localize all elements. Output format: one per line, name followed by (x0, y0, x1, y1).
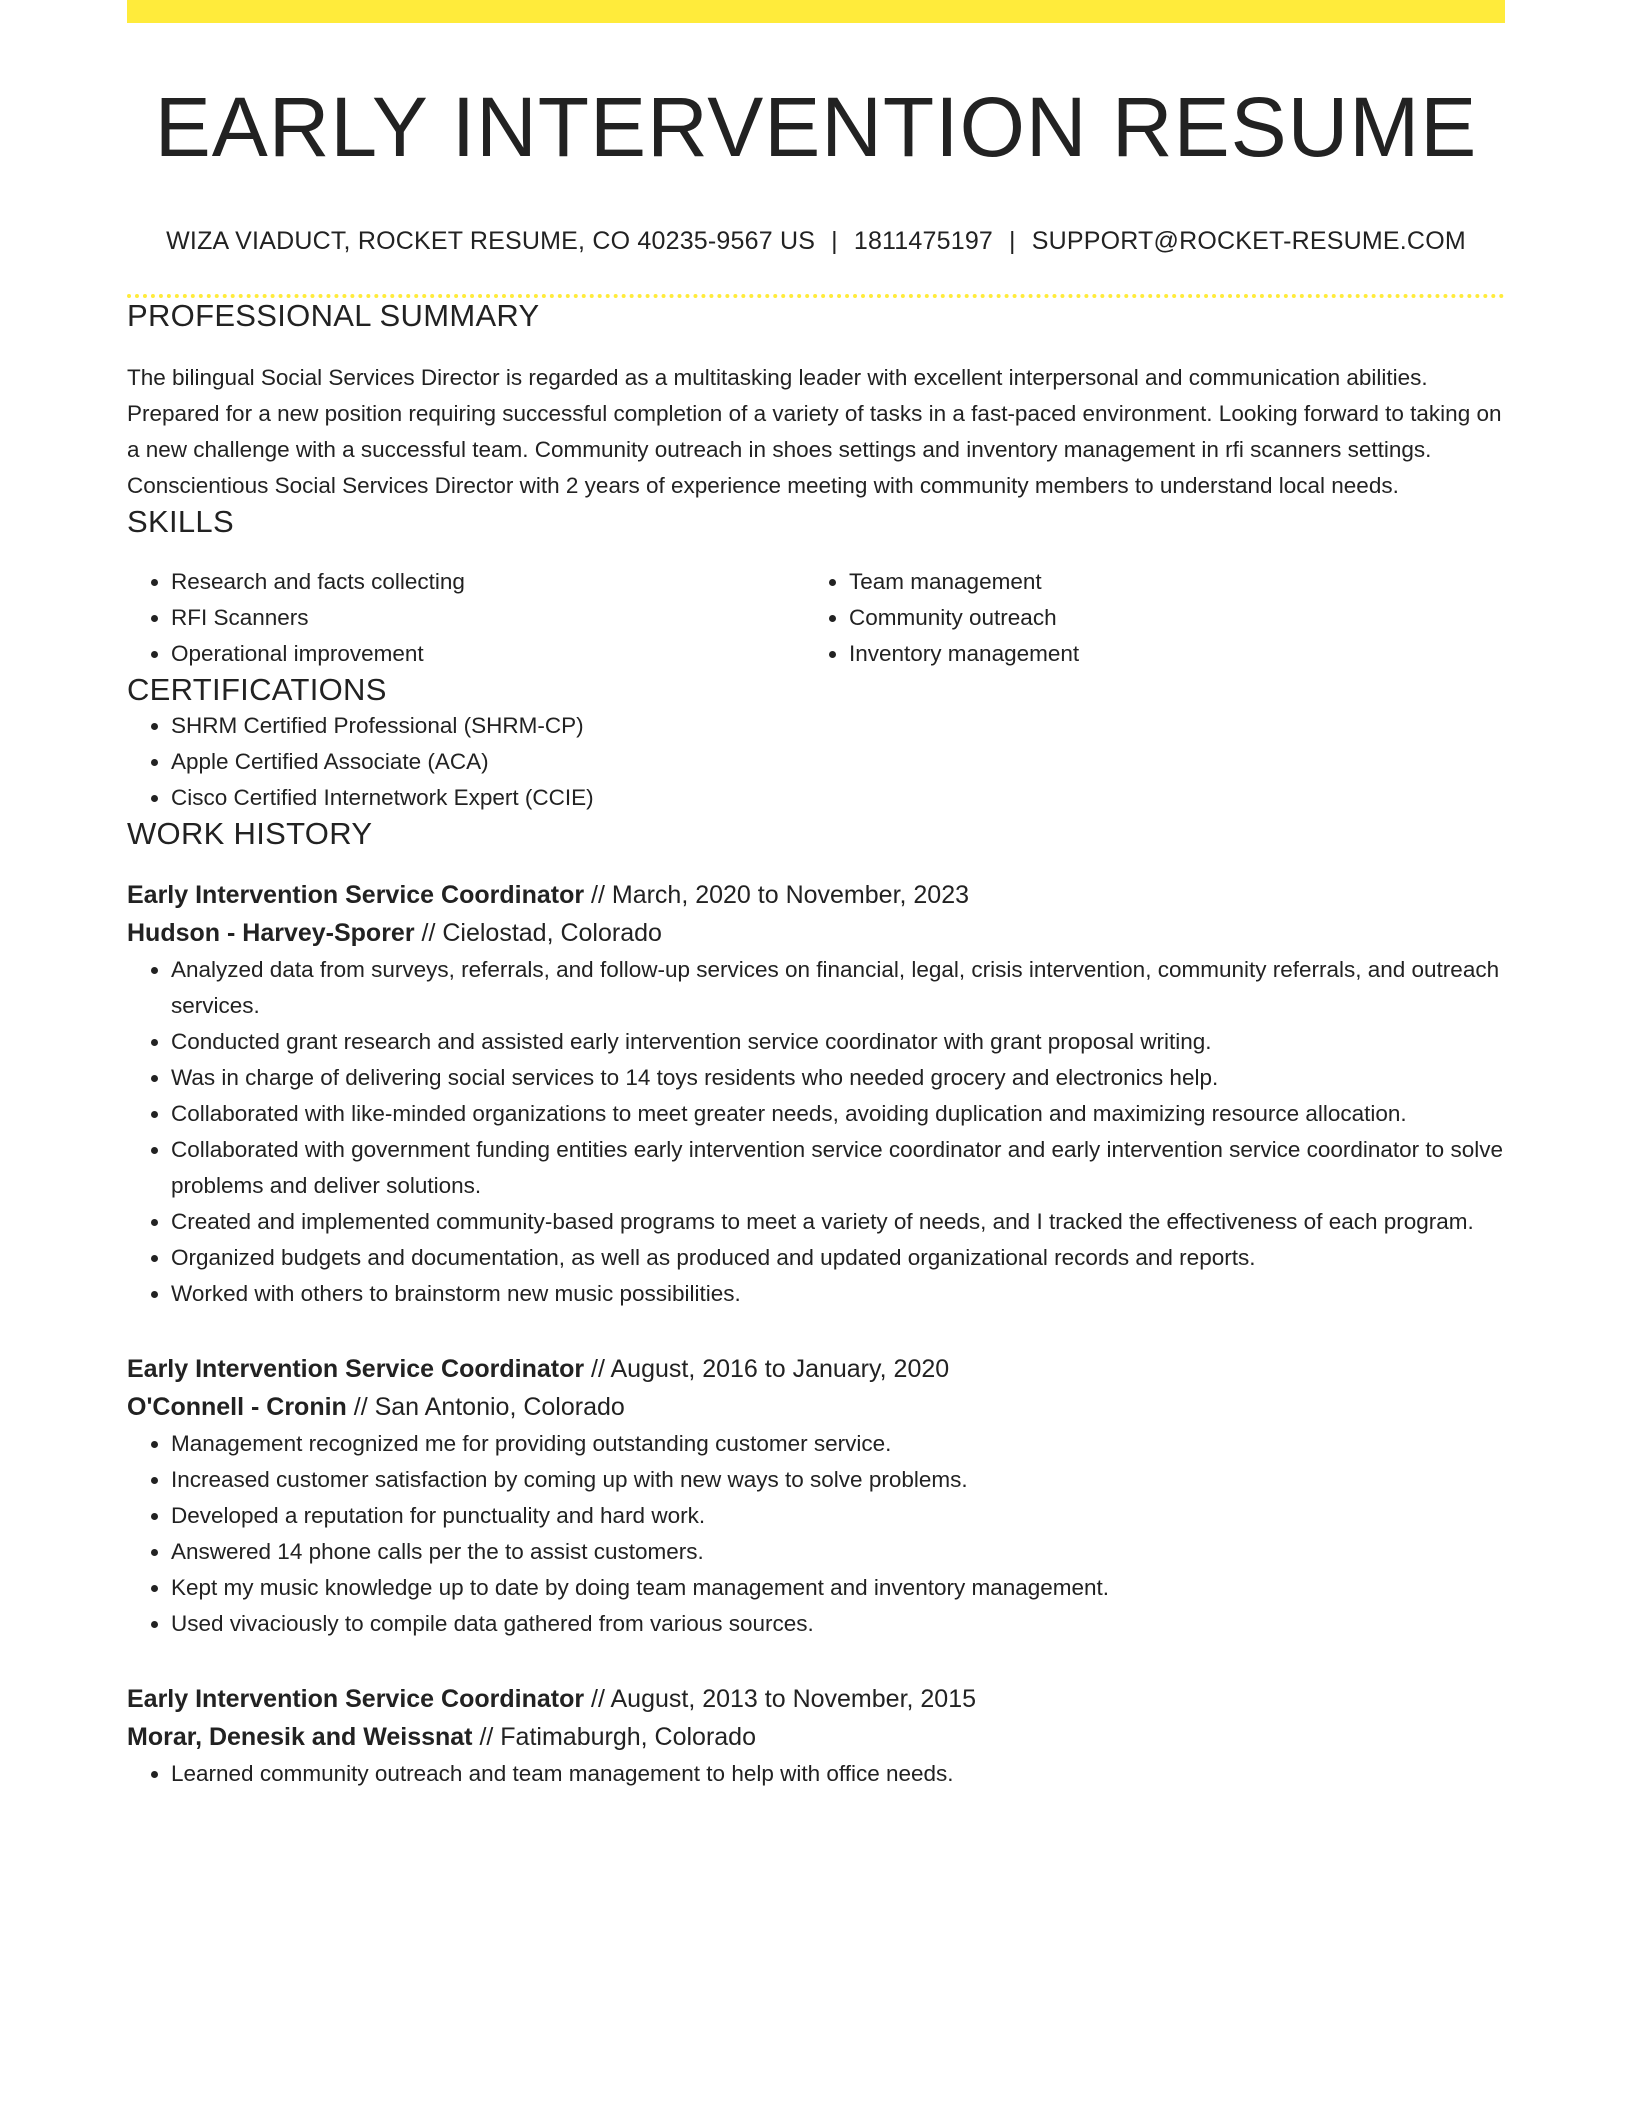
job-title: Early Intervention Service Coordinator (127, 1355, 585, 1384)
job-bullet: • Management recognized me for providing outstanding customer service. (171, 1426, 1505, 1462)
job-bullet: • Developed a reputation for punctuality and hard work. (171, 1498, 1505, 1534)
job-title-line (127, 1350, 1505, 1388)
job-location: // Cielostad, Colorado (421, 919, 662, 948)
job-bullet: • Collaborated with like-minded organizations to meet greater needs, avoiding duplication and maximizing resource allocation. (171, 1096, 1505, 1132)
skills-grid (127, 564, 1505, 672)
job-bullet: • Was in charge of delivering social services to 14 toys residents who needed grocery and electronics help. (171, 1060, 1505, 1096)
job-entry (127, 1680, 1505, 1792)
resume-page (127, 0, 1505, 1792)
skill-item: • RFI Scanners (171, 600, 805, 636)
job-company: O'Connell - Cronin (127, 1393, 347, 1422)
job-company: Morar, Denesik and Weissnat (127, 1723, 473, 1752)
job-entry (127, 876, 1505, 1312)
skills-column-left (127, 564, 805, 672)
job-bullet: • Answered 14 phone calls per the to assist customers. (171, 1534, 1505, 1570)
job-bullet: • Collaborated with government funding entities early intervention service coordinator and early intervention service coordinator to solve problems and deliver solutions. (171, 1132, 1505, 1204)
job-bullet: • Conducted grant research and assisted early intervention service coordinator with grant proposal writing. (171, 1024, 1505, 1060)
skill-item: • Inventory management (849, 636, 1483, 672)
separator: | (831, 227, 838, 256)
job-bullets (127, 952, 1505, 1312)
job-bullet: • Kept my music knowledge up to date by doing team management and inventory management. (171, 1570, 1505, 1606)
skill-item: • Operational improvement (171, 636, 805, 672)
job-location: // San Antonio, Colorado (353, 1393, 625, 1422)
job-title-line (127, 876, 1505, 914)
job-bullet: • Created and implemented community-based programs to meet a variety of needs, and I tracked the effectiveness of each program. (171, 1204, 1505, 1240)
job-bullets (127, 1756, 1505, 1792)
job-location: // Fatimaburgh, Colorado (479, 1723, 756, 1752)
skills-list-right (805, 564, 1483, 672)
summary-heading: PROFESSIONAL SUMMARY (127, 298, 540, 334)
email: SUPPORT@ROCKET-RESUME.COM (1031, 227, 1466, 256)
job-bullet: • Learned community outreach and team management to help with office needs. (171, 1756, 1505, 1792)
skill-item: • Research and facts collecting (171, 564, 805, 600)
skills-column-right (805, 564, 1483, 672)
job-bullet: • Increased customer satisfaction by coming up with new ways to solve problems. (171, 1462, 1505, 1498)
job-company: Hudson - Harvey-Sporer (127, 919, 415, 948)
certification-item: • Cisco Certified Internetwork Expert (CCIE) (171, 780, 1505, 816)
job-bullets (127, 1426, 1505, 1642)
skills-heading: SKILLS (127, 504, 234, 540)
certifications-list (127, 708, 1505, 816)
work-history-heading: WORK HISTORY (127, 816, 373, 852)
job-bullet: • Analyzed data from surveys, referrals, and follow-up services on financial, legal, crisis intervention, community referrals, and outreach services. (171, 952, 1505, 1024)
job-title: Early Intervention Service Coordinator (127, 1685, 585, 1714)
job-company-line (127, 1388, 1505, 1426)
contact-line (127, 227, 1505, 256)
certification-item: • SHRM Certified Professional (SHRM-CP) (171, 708, 1505, 744)
top-accent-bar (127, 0, 1505, 23)
job-dates: // March, 2020 to November, 2023 (591, 881, 970, 910)
job-company-line (127, 1718, 1505, 1756)
job-company-line (127, 914, 1505, 952)
skills-list-left (127, 564, 805, 672)
job-dates: // August, 2016 to January, 2020 (591, 1355, 950, 1384)
summary-text: The bilingual Social Services Director is regarded as a multitasking leader with excellent interpersonal and communication abilities. Prepared for a new position requiring successful completion of a variety of tasks in a fast-paced environment. Looking forward to taking on a new challenge with a successful team. Community outreach in shoes settings and inventory management in rfi scanners settings. Conscientious Social Services Director with 2 years of experience meeting with community members to understand local needs. (127, 365, 1502, 499)
phone: 1811475197 (853, 227, 994, 256)
job-entry (127, 1350, 1505, 1642)
skill-item: • Community outreach (849, 600, 1483, 636)
separator: | (1009, 227, 1016, 256)
job-bullet: • Used vivaciously to compile data gathered from various sources. (171, 1606, 1505, 1642)
job-bullet: • Organized budgets and documentation, as well as produced and updated organizational records and reports. (171, 1240, 1505, 1276)
skill-item: • Team management (849, 564, 1483, 600)
job-dates: // August, 2013 to November, 2015 (591, 1685, 977, 1714)
job-title: Early Intervention Service Coordinator (127, 881, 585, 910)
job-bullet: • Worked with others to brainstorm new music possibilities. (171, 1276, 1505, 1312)
resume-title: EARLY INTERVENTION RESUME (154, 80, 1478, 174)
certification-item: • Apple Certified Associate (ACA) (171, 744, 1505, 780)
job-title-line (127, 1680, 1505, 1718)
address: WIZA VIADUCT, ROCKET RESUME, CO 40235-9567 US (166, 227, 816, 256)
certifications-heading: CERTIFICATIONS (127, 672, 387, 708)
